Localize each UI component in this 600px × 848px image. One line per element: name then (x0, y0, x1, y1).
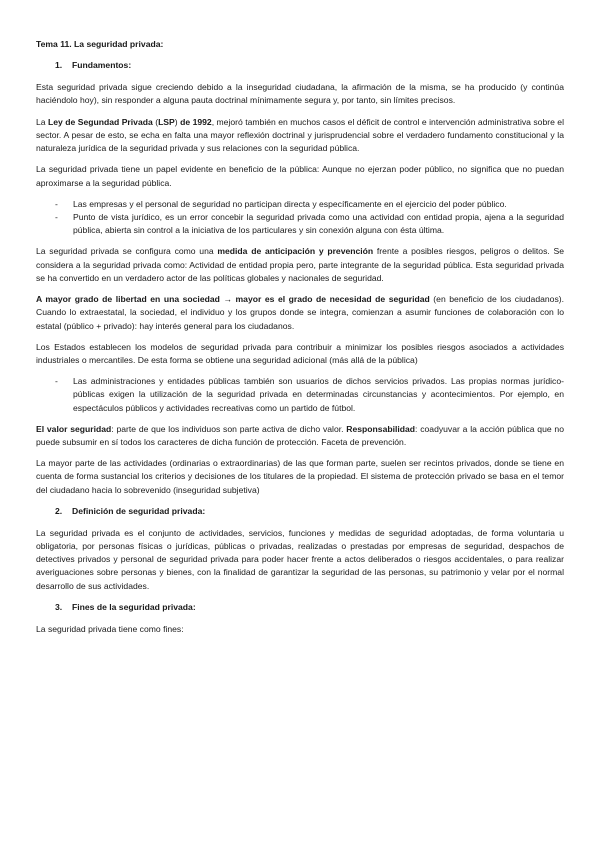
paragraph: La seguridad privada tiene como fines: (36, 623, 184, 634)
section-heading-definicion (36, 505, 564, 518)
paragraph: La mayor parte de las actividades (ordinarias o extraordinarias) de las que forman parte, suelen ser recintos privados, donde se tiene en cuenta de forma sustancial los criterios y decisiones de los titulares de la propiedad. El sistema de protección privado se basa en el temor del ciudadano hacia lo sobrevenido (inseguridad subjetiva) (36, 458, 564, 495)
section-number: 1. (55, 60, 63, 71)
text-run: La seguridad privada se configura como una (36, 246, 218, 257)
bold-text: A mayor grado de libertad en una sociedad → mayor es el grado de necesidad de seguridad (36, 294, 430, 305)
section-label: Definición de seguridad privada: (72, 505, 206, 516)
section-number: 2. (55, 505, 63, 516)
document-title: Tema 11. La seguridad privada: (36, 39, 164, 49)
bullet-list (36, 375, 564, 415)
paragraph (36, 293, 564, 333)
paragraph: Esta seguridad privada sigue creciendo debido a la inseguridad ciudadana, la afirmación de la misma, se ha producido (y continúa haciéndolo hoy), sin responder a alguna pauta doctrinal mínimamente segura y, por tanto, sin límites precisos. (36, 82, 564, 106)
section-heading-fines (36, 601, 564, 614)
list-item (36, 375, 564, 415)
dash-bullet: - (55, 211, 58, 222)
text-run: : parte de que los individuos son parte activa de dicho valor. (111, 423, 347, 434)
section-heading-fundamentos (36, 59, 564, 72)
list-item-text: Las empresas y el personal de seguridad no participan directa y específicamente en el ejercicio del poder público. (73, 198, 507, 209)
paragraph (36, 245, 564, 285)
list-item (36, 198, 564, 211)
text-run: frente a posibles riesgos, peligros o delitos. Se considera a la seguridad privada como: Actividad de entidad propia pero, parte integrante de la seguridad pública. Esta seguridad privada se ha convertido en un verdadero actor de las políticas globales y nacionales de seguridad. (36, 246, 565, 283)
paragraph: Los Estados establecen los modelos de seguridad privada para contribuir a minimizar los posibles riesgos asociados a actividades industriales o mercantiles. De esta forma se obtiene una seguridad adicional (más allá de la pública) (36, 341, 564, 365)
bold-text: medida de anticipación y prevención (217, 246, 374, 257)
text-run: ) (174, 116, 181, 127)
dash-bullet: - (55, 376, 58, 387)
section-label: Fines de la seguridad privada: (72, 601, 196, 612)
bullet-list (36, 198, 564, 238)
paragraph: La seguridad privada es el conjunto de actividades, servicios, funciones y medidas de seguridad adoptadas, de forma voluntaria u obligatoria, por personas físicas o jurídicas, públicas o privadas, realizadas o prestadas por empresas de seguridad, despachos de detectives privados y personal de seguridad privada para poder hacer frente a actos deliberados o riesgos accidentales, o para realizar averiguaciones sobre personas y bienes, con la finalidad de garantizar la seguridad de las personas, su patrimonio y velar por el normal desarrollo de sus actividades. (36, 527, 564, 591)
text-run: ( (152, 116, 159, 127)
bold-text: de 1992 (180, 116, 212, 127)
list-item-text: Punto de vista jurídico, es un error concebir la seguridad privada como una actividad con entidad propia, ajena a la seguridad pública, abierta sin control a la iniciativa de los particulares y sin conexión alguna con ésta última. (73, 211, 564, 236)
list-item (36, 211, 564, 238)
bold-text: El valor seguridad (36, 423, 112, 434)
paragraph (36, 423, 564, 450)
list-item-text: Las administraciones y entidades públicas también son usuarios de dichos servicios privados. Las propias normas jurídico-públicas exigen la utilización de la seguridad privada en determinadas circunstancias y acontecimientos. Por ejemplo, en espectáculos públicos y actividades recreativas como un partido de fútbol. (73, 376, 564, 413)
dash-bullet: - (55, 198, 58, 209)
bold-text: LSP (158, 116, 175, 127)
text-run: , mejoró también en muchos casos el déficit de control e intervención administrativa sobre el sector. A pesar de esto, se echa en falta una mayor reflexión doctrinal y jurisprudencial sobre el verdadero fundamento constitucional y la naturaleza jurídica de la seguridad privada y sus relaciones con la seguridad pública. (36, 116, 564, 154)
text-run: : coadyuvar a la acción pública que no puede subsumir en sí todos los caracteres de dicha función de protección. Faceta de prevención. (36, 423, 564, 448)
paragraph: La seguridad privada tiene un papel evidente en beneficio de la pública: Aunque no ejerzan poder público, no significa que no puedan aproximarse a la seguridad pública. (36, 164, 564, 188)
bold-text: Responsabilidad (346, 423, 416, 434)
bold-text: Ley de Segundad Privada (48, 116, 153, 127)
text-run: La (36, 116, 48, 127)
document-page (36, 38, 564, 644)
text-run: (en beneficio de los ciudadanos). Cuando lo extraestatal, la sociedad, el individuo y los grupos donde se integra, comienzan a asumir funciones de colaboración con lo estatal (público + privado): hay interés general para los ciudadanos. (36, 294, 564, 331)
paragraph (36, 116, 564, 156)
section-number: 3. (55, 601, 63, 612)
section-label: Fundamentos: (72, 60, 132, 71)
